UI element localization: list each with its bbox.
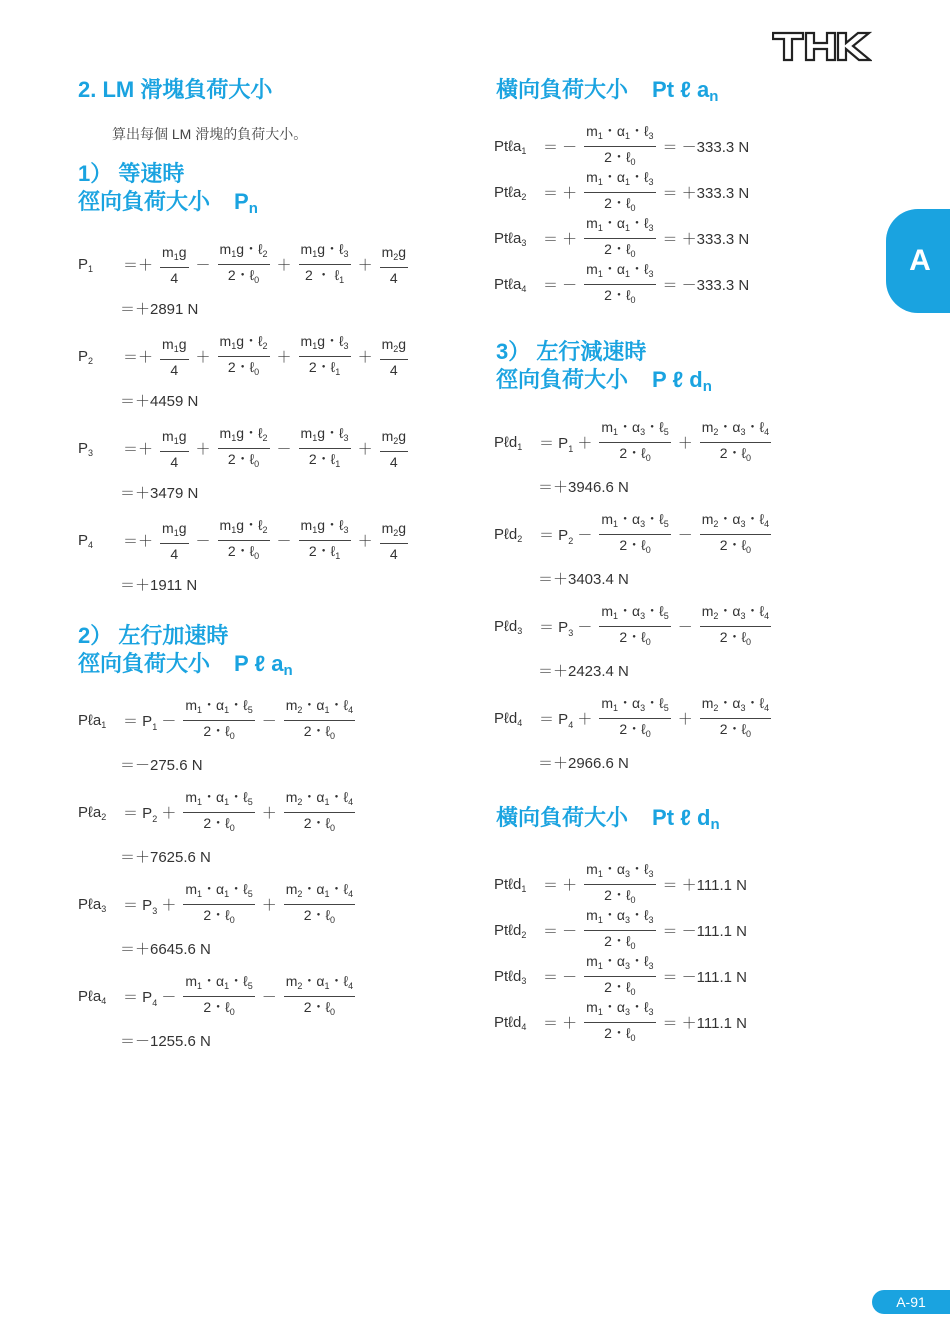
result-pld1: ＝＋3946.6 N bbox=[538, 479, 629, 496]
equation-pld4: Pℓd$_4$ ＝ $P_4$ ＋ $\frac{m_1・\alpha_3・\ell_5}{2・\ell_0}$ ＋ $\frac{m_2・\alpha_3・\ell_4}{2・\ell_0}$ bbox=[494, 695, 770, 739]
result-pld4: ＝＋2966.6 N bbox=[538, 755, 629, 772]
equation-ptla4: Ptℓa$_4$ ＝ － $\frac{m_1・\alpha_1・\ell_3}{2・\ell_0}$ ＝ －333.3 N bbox=[494, 261, 750, 305]
thk-logo bbox=[772, 30, 872, 62]
equation-ptld4: Ptℓd$_4$ ＝ ＋ $\frac{m_1・\alpha_3・\ell_3}{2・\ell_0}$ ＝ ＋111.1 N bbox=[494, 999, 747, 1043]
result-p4: ＝＋1911 N bbox=[120, 577, 198, 594]
symbol: P ℓ $d_n$ bbox=[652, 367, 712, 395]
equation-pld2: Pℓd$_2$ ＝ $P_2$ － $\frac{m_1・\alpha_3・\ell_5}{2・\ell_0}$ － $\frac{m_2・\alpha_3・\ell_4}{2・\ell_0}$ bbox=[494, 511, 770, 555]
equation-ptld1: Ptℓd$_1$ ＝ ＋ $\frac{m_1・\alpha_3・\ell_3}{2・\ell_0}$ ＝ ＋111.1 N bbox=[494, 861, 747, 905]
result-pla2: ＝＋7625.6 N bbox=[120, 849, 211, 866]
subsection-2-title: 2） 左行加速時 bbox=[78, 623, 229, 648]
lateral-decel-title bbox=[496, 804, 720, 839]
lateral-accel-title bbox=[496, 76, 718, 111]
result-p2: ＝＋4459 N bbox=[120, 393, 199, 410]
section-title: 2. LM 滑塊負荷大小 bbox=[78, 77, 273, 102]
equation-pla2: Pℓa$_2$ ＝ $P_2$ ＋ $\frac{m_1・\alpha_1・\ell_5}{2・\ell_0}$ ＋ $\frac{m_2・\alpha_1・\ell_4}{2・\ell_0}$ bbox=[78, 789, 354, 833]
subsection-1-subtitle bbox=[78, 188, 258, 223]
result-p1: ＝＋2891 N bbox=[120, 301, 199, 318]
equation-p4: $P_4$ ＝＋ $\frac{m_1g}{4}$ － $\frac{m_1g・\ell_2}{2・\ell_0}$ － $\frac{m_1g・\ell_3}{2・\ell_1}$ ＋ $\frac{m_2g}{4}$ bbox=[78, 517, 407, 562]
subsection-1-title: 1） 等速時 bbox=[78, 161, 185, 186]
equation-pla4: Pℓa$_4$ ＝ $P_4$ － $\frac{m_1・\alpha_1・\ell_5}{2・\ell_0}$ － $\frac{m_2・\alpha_1・\ell_4}{2・\ell_0}$ bbox=[78, 973, 354, 1017]
intro-text: 算出每個 LM 滑塊的負荷大小。 bbox=[112, 126, 308, 142]
symbol: Pt ℓ $a_n$ bbox=[652, 77, 719, 105]
result-pla4: ＝－1255.6 N bbox=[120, 1033, 211, 1050]
equation-ptld3: Ptℓd$_3$ ＝ － $\frac{m_1・\alpha_3・\ell_3}{2・\ell_0}$ ＝ －111.1 N bbox=[494, 953, 747, 997]
result-pld2: ＝＋3403.4 N bbox=[538, 571, 629, 588]
result-pla3: ＝＋6645.6 N bbox=[120, 941, 211, 958]
equation-pld1: Pℓd$_1$ ＝ $P_1$ ＋ $\frac{m_1・\alpha_3・\ell_5}{2・\ell_0}$ ＋ $\frac{m_2・\alpha_3・\ell_4}{2・\ell_0}$ bbox=[494, 419, 770, 463]
title-text: 橫向負荷大小 bbox=[496, 77, 629, 102]
subsection-3-subtitle bbox=[496, 366, 712, 401]
page-number: A-91 bbox=[872, 1290, 950, 1314]
equation-pla1: Pℓa$_1$ ＝ $P_1$ － $\frac{m_1・\alpha_1・\ell_5}{2・\ell_0}$ － $\frac{m_2・\alpha_1・\ell_4}{2・\ell_0}$ bbox=[78, 697, 354, 741]
subtitle-text: 徑向負荷大小 bbox=[78, 189, 211, 214]
result-pla1: ＝－275.6 N bbox=[120, 757, 203, 774]
equation-ptla1: Ptℓa$_1$ ＝ － $\frac{m_1・\alpha_1・\ell_3}{2・\ell_0}$ ＝ －333.3 N bbox=[494, 123, 750, 167]
section-tab[interactable]: A bbox=[886, 209, 950, 313]
equation-ptla2: Ptℓa$_2$ ＝ ＋ $\frac{m_1・\alpha_1・\ell_3}{2・\ell_0}$ ＝ ＋333.3 N bbox=[494, 169, 750, 213]
symbol: $P_n$ bbox=[234, 189, 258, 217]
equation-p3: $P_3$ ＝＋ $\frac{m_1g}{4}$ ＋ $\frac{m_1g・\ell_2}{2・\ell_0}$ － $\frac{m_1g・\ell_3}{2・\ell_1}$ ＋ $\frac{m_2g}{4}$ bbox=[78, 425, 407, 470]
subtitle-text: 徑向負荷大小 bbox=[78, 651, 211, 676]
result-p3: ＝＋3479 N bbox=[120, 485, 199, 502]
equation-pla3: Pℓa$_3$ ＝ $P_3$ ＋ $\frac{m_1・\alpha_1・\ell_5}{2・\ell_0}$ ＋ $\frac{m_2・\alpha_1・\ell_4}{2・\ell_0}$ bbox=[78, 881, 354, 925]
equation-ptld2: Ptℓd$_2$ ＝ － $\frac{m_1・\alpha_3・\ell_3}{2・\ell_0}$ ＝ －111.1 N bbox=[494, 907, 747, 951]
subsection-3-title: 3） 左行減速時 bbox=[496, 339, 647, 364]
symbol: P ℓ $a_n$ bbox=[234, 651, 293, 679]
equation-p2: $P_2$ ＝＋ $\frac{m_1g}{4}$ ＋ $\frac{m_1g・\ell_2}{2・\ell_0}$ ＋ $\frac{m_1g・\ell_3}{2・\ell_1}$ ＋ $\frac{m_2g}{4}$ bbox=[78, 333, 407, 378]
title-text: 橫向負荷大小 bbox=[496, 805, 629, 830]
equation-pld3: Pℓd$_3$ ＝ $P_3$ － $\frac{m_1・\alpha_3・\ell_5}{2・\ell_0}$ － $\frac{m_2・\alpha_3・\ell_4}{2・\ell_0}$ bbox=[494, 603, 770, 647]
symbol: Pt ℓ $d_n$ bbox=[652, 805, 720, 833]
result-pld3: ＝＋2423.4 N bbox=[538, 663, 629, 680]
equation-ptla3: Ptℓa$_3$ ＝ ＋ $\frac{m_1・\alpha_1・\ell_3}{2・\ell_0}$ ＝ ＋333.3 N bbox=[494, 215, 750, 259]
subsection-2-subtitle bbox=[78, 650, 293, 685]
equation-p1: $P_1$ ＝＋ $\frac{m_1g}{4}$ － $\frac{m_1g・\ell_2}{2・\ell_0}$ ＋ $\frac{m_1g・\ell_3}{2 ・ \ell_1}$ ＋ $\frac{m_2g}{4}$ bbox=[78, 241, 407, 286]
subtitle-text: 徑向負荷大小 bbox=[496, 367, 629, 392]
